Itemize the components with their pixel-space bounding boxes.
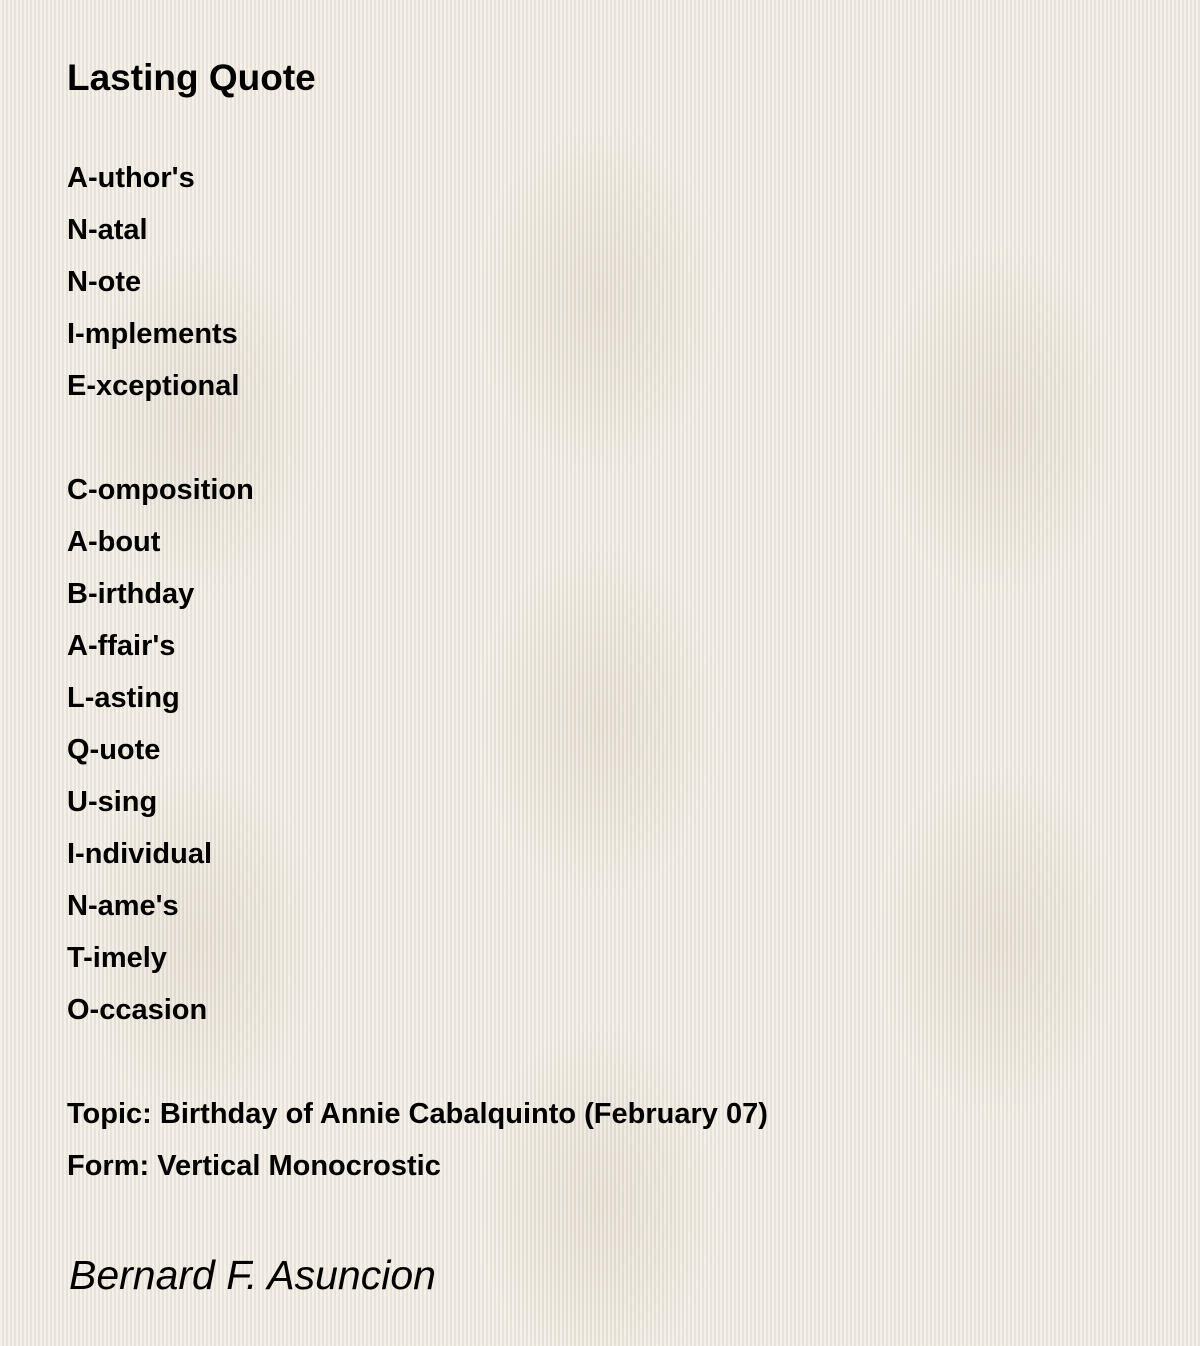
- poem-line: A-uthor's: [67, 162, 195, 194]
- poem-page: [67, 0, 1067, 1301]
- poem-line: N-ame's: [67, 890, 179, 922]
- poem-body: [67, 152, 1067, 1192]
- poem-line: B-irthday: [67, 578, 195, 610]
- poem-author: Bernard F. Asuncion: [69, 1252, 436, 1298]
- stanza-2: [67, 464, 1067, 1036]
- poem-line: O-ccasion: [67, 994, 208, 1026]
- poem-line: U-sing: [67, 786, 158, 818]
- poem-line: N-ote: [67, 266, 142, 298]
- poem-line: A-bout: [67, 526, 161, 558]
- poem-line: I-ndividual: [67, 838, 212, 870]
- stanza-1: [67, 152, 1067, 412]
- poem-line: A-ffair's: [67, 630, 176, 662]
- poem-title: Lasting Quote: [67, 57, 316, 98]
- poem-line: N-atal: [67, 214, 148, 246]
- poem-line: I-mplements: [67, 318, 238, 350]
- poem-meta: [67, 1088, 1067, 1192]
- poem-line: Q-uote: [67, 734, 161, 766]
- poem-line: T-imely: [67, 942, 167, 974]
- poem-form: Form: Vertical Monocrostic: [67, 1150, 441, 1182]
- poem-line: L-asting: [67, 682, 180, 714]
- poem-line: C-omposition: [67, 474, 254, 506]
- poem-topic: Topic: Birthday of Annie Cabalquinto (February 07): [67, 1098, 768, 1130]
- poem-line: E-xceptional: [67, 370, 240, 402]
